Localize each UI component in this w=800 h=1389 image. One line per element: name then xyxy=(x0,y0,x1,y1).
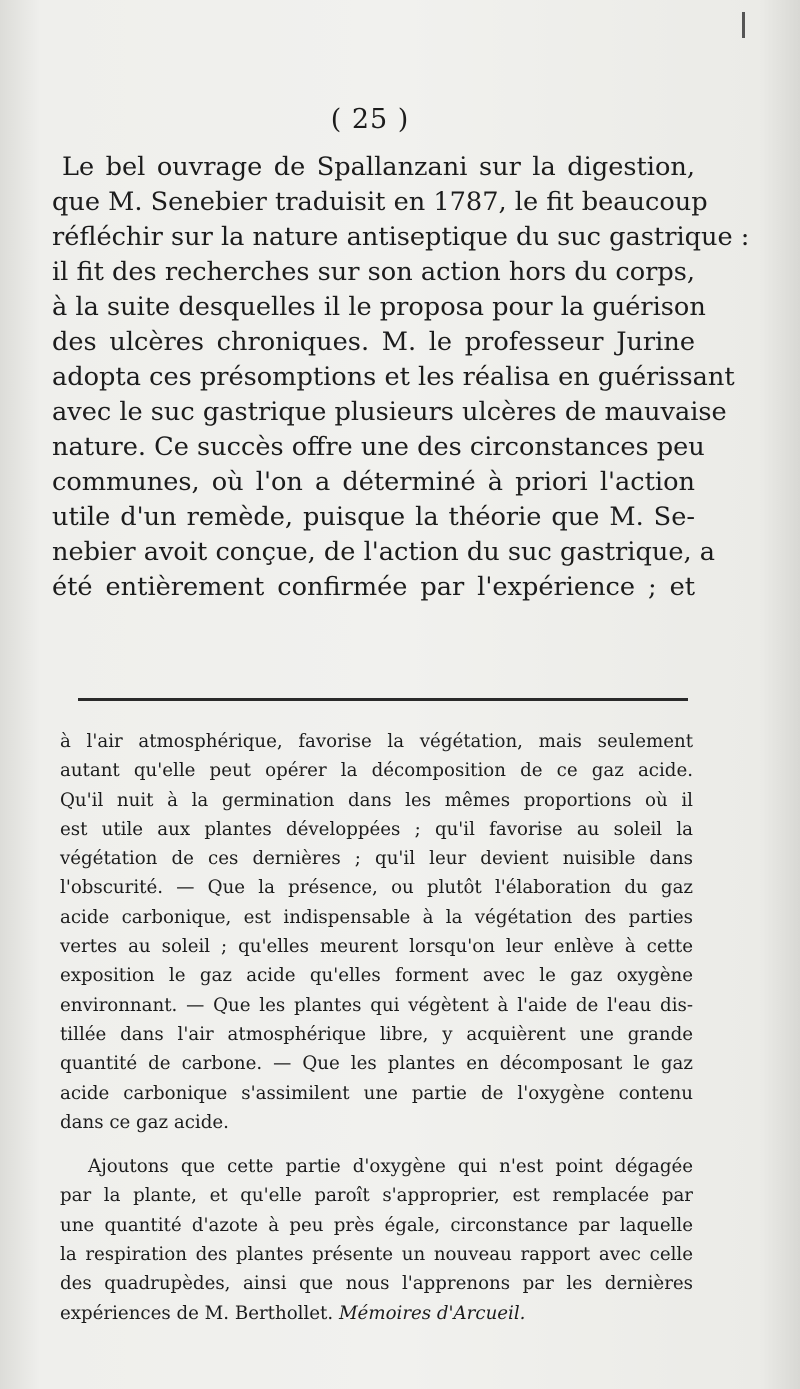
text-line: que M. Senebier traduisit en 1787, le fit beaucoup xyxy=(52,187,708,217)
text-line: à la suite desquelles il le proposa pour la guérison xyxy=(52,292,706,322)
page-number: ( 25 ) xyxy=(330,104,410,135)
text-line: avec le suc gastrique plusieurs ulcères de mauvaise xyxy=(52,397,727,427)
text-line: utile d'un remède, puisque la théorie que M. Se- xyxy=(52,502,695,532)
text-line: il fit des recherches sur son action hors du corps, xyxy=(52,257,695,287)
main-paragraph xyxy=(52,150,750,605)
footnote-line: quantité de carbone. — Que les plantes en décomposant le gaz xyxy=(60,1053,693,1075)
footnote-text: expériences de M. Berthollet. xyxy=(60,1302,334,1324)
footnote-line: environnant. — Que les plantes qui végètent à l'aide de l'eau dis- xyxy=(60,994,693,1016)
footnote-divider xyxy=(78,698,688,701)
footnote-line: Ajoutons que cette partie d'oxygène qui n'est point dégagée xyxy=(88,1156,693,1178)
footnote-line: tillée dans l'air atmosphérique libre, y acquièrent une grande xyxy=(60,1023,693,1045)
footnote xyxy=(60,727,693,1328)
footnote-line: acide carbonique, est indispensable à la végétation des parties xyxy=(60,906,693,928)
footnote-line: une quantité d'azote à peu près égale, circonstance par laquelle xyxy=(60,1214,693,1236)
footnote-line: végétation de ces dernières ; qu'il leur devient nuisible dans xyxy=(60,848,693,870)
text-line: nebier avoit conçue, de l'action du suc gastrique, a xyxy=(52,537,716,567)
text-line: été entièrement confirmée par l'expérience ; et xyxy=(52,572,695,602)
footnote-line: la respiration des plantes présente un nouveau rapport avec celle xyxy=(60,1244,693,1266)
footnote-line: Qu'il nuit à la germination dans les mêmes proportions où il xyxy=(60,789,693,811)
footnote-line: est utile aux plantes développées ; qu'il favorise au soleil la xyxy=(60,818,693,840)
footnote-line: vertes au soleil ; qu'elles meurent lorsqu'on leur enlève à cette xyxy=(60,936,693,958)
footnote-line: à l'air atmosphérique, favorise la végétation, mais seulement xyxy=(60,731,693,752)
footnote-line: exposition le gaz acide qu'elles forment avec le gaz oxygène xyxy=(60,965,693,987)
footnote-line: des quadrupèdes, ainsi que nous l'apprenons par les dernières xyxy=(60,1273,693,1295)
text-line: nature. Ce succès offre une des circonstances peu xyxy=(52,432,705,462)
text-line: adopta ces présomptions et les réalisa en guérissant xyxy=(52,362,735,392)
text-line: communes, où l'on a déterminé à priori l'action xyxy=(52,467,695,497)
text-line: Le bel ouvrage de Spallanzani sur la digestion, xyxy=(62,152,695,182)
footnote-line: autant qu'elle peut opérer la décomposition de ce gaz acide. xyxy=(60,760,693,782)
text-line: des ulcères chroniques. M. le professeur Jurine xyxy=(52,327,695,357)
footnote-line: l'obscurité. — Que la présence, ou plutôt l'élaboration du gaz xyxy=(60,877,693,899)
footnote-last-line xyxy=(60,1299,693,1328)
footnote-line: par la plante, et qu'elle paroît s'approprier, est remplacée par xyxy=(60,1185,693,1207)
footnote-line: dans ce gaz acide. xyxy=(60,1111,229,1133)
footnote-line: acide carbonique s'assimilent une partie de l'oxygène contenu xyxy=(60,1082,693,1104)
margin-mark xyxy=(742,12,745,38)
text-line: réfléchir sur la nature antiseptique du suc gastrique : xyxy=(52,222,750,252)
citation: Mémoires d'Arcueil. xyxy=(338,1302,526,1324)
